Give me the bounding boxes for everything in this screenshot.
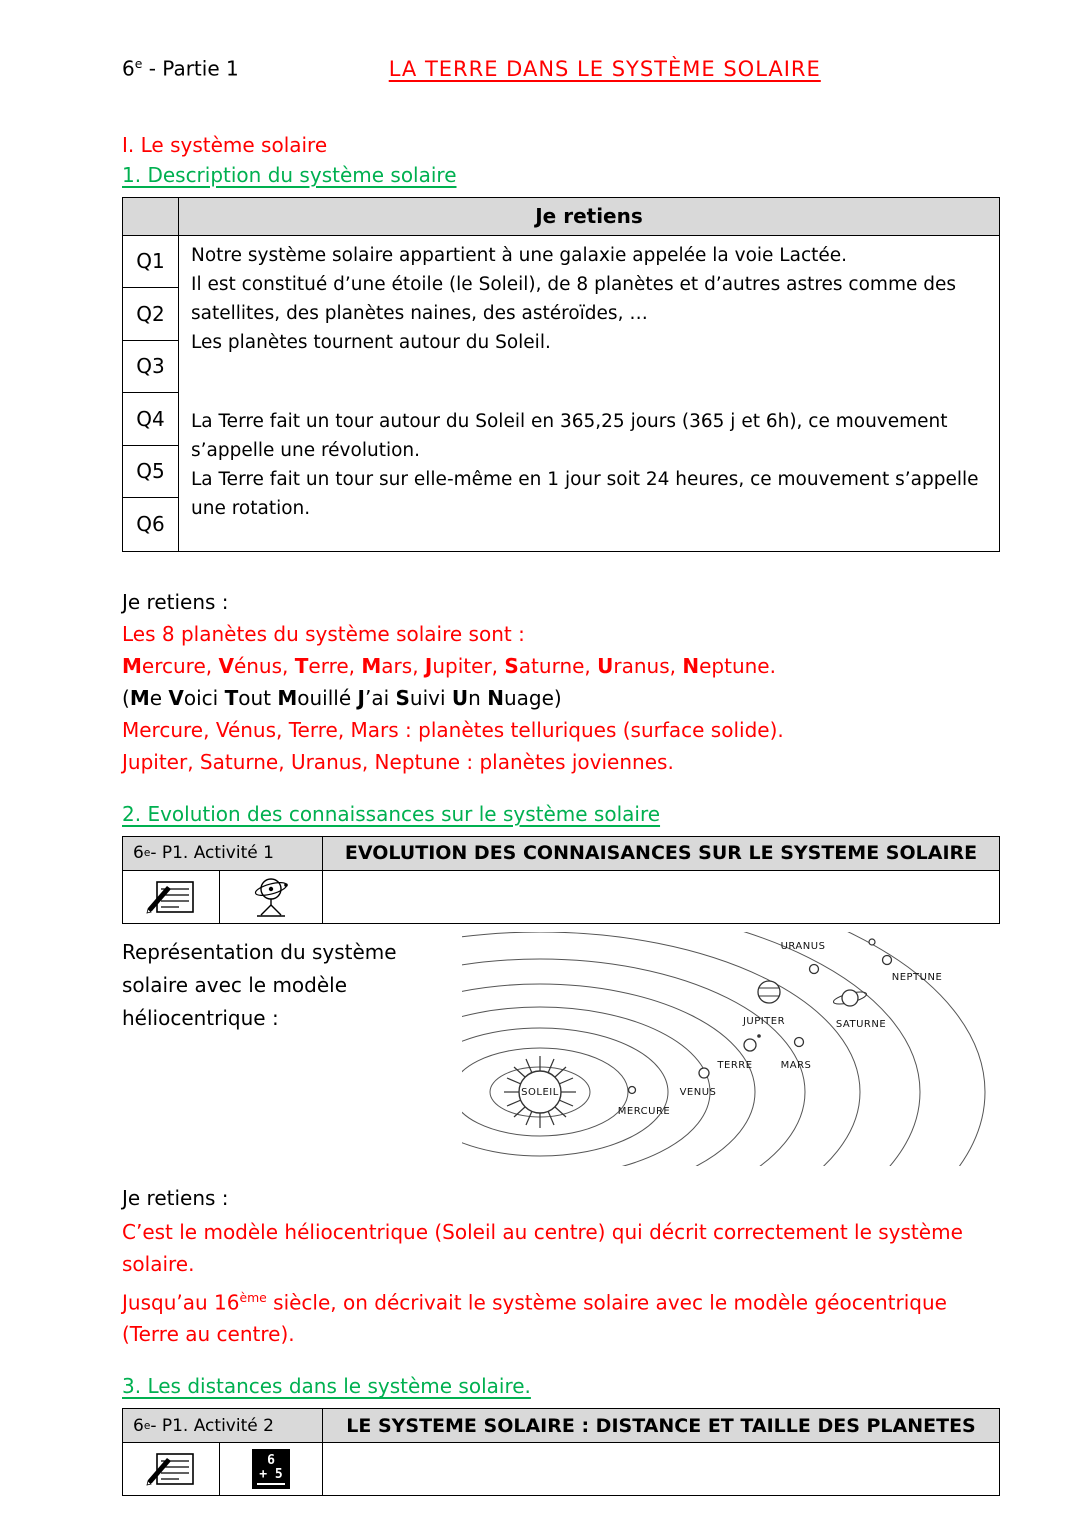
figure-caption: Représentation du système solaire avec le modèle héliocentrique : — [122, 939, 397, 1030]
activity-2-icon-cell-1 — [123, 1443, 220, 1495]
activity-1-label — [123, 837, 323, 871]
solar-system-model-icon — [247, 875, 295, 919]
telluric-planets-line: Mercure, Vénus, Terre, Mars : planètes telluriques (surface solide). — [122, 717, 784, 742]
activity-1-label-sup: e — [143, 847, 151, 860]
jupiter-label: JUPITER — [742, 1015, 786, 1027]
table-row-label-q3: Q3 — [123, 341, 179, 394]
table-paragraph: Il est constitué d’une étoile (le Soleil), de 8 planètes et d’autres astres comme des satellites, des planètes naines, des astéroïdes, … — [191, 273, 956, 324]
table-row-label-q4: Q4 — [123, 393, 179, 446]
calculation-icon — [252, 1449, 290, 1489]
part-superscript: e — [134, 56, 143, 71]
small-body — [869, 939, 875, 945]
activity-2-label-rest: - P1. Activité 2 — [150, 1415, 274, 1436]
neptune-label: NEPTUNE — [891, 971, 943, 983]
writing-notes-icon — [145, 877, 197, 917]
page-title: LA TERRE DANS LE SYSTÈME SOLAIRE — [388, 56, 821, 81]
course-part-label — [122, 56, 239, 81]
table-row-label-q6: Q6 — [123, 498, 179, 551]
uranus-label: URANUS — [780, 940, 826, 952]
table-paragraph: La Terre fait un tour sur elle-même en 1 jour soit 24 heures, ce mouvement s’appelle une rotation. — [191, 468, 979, 519]
geocentric-post: siècle, on décrivait le système solaire avec le modèle géocentrique (Terre au centre). — [122, 1290, 947, 1347]
calc-top-number: 6 — [267, 1452, 275, 1468]
part-base: 6 — [122, 56, 135, 81]
sun-label: SOLEIL — [521, 1086, 559, 1098]
table-row-label-q1: Q1 — [123, 236, 179, 289]
activity-1-label-rest: - P1. Activité 1 — [150, 843, 274, 864]
calc-bottom-number: + 5 — [257, 1468, 284, 1485]
planet-neptune — [883, 955, 892, 964]
section-1-heading: I. Le système solaire — [122, 132, 328, 157]
saturne-label: SATURNE — [835, 1018, 887, 1030]
subsection-1-1-heading: 1. Description du système solaire — [122, 162, 457, 187]
planet-mars — [795, 1037, 804, 1046]
heliocentric-statement: C’est le modèle héliocentrique (Soleil au centre) qui décrit correctement le système solaire. — [122, 1219, 963, 1276]
heliocentric-figure-row — [122, 932, 1000, 1166]
table-paragraph-spacer — [191, 357, 987, 407]
mercure-label: MERCURE — [617, 1105, 671, 1117]
mnemonic-line: (Me Voici Tout Mouillé J’ai Suivi Un Nuage) — [122, 685, 562, 710]
planet-jupiter — [758, 981, 780, 1003]
je-retiens-label-2: Je retiens : — [122, 1185, 229, 1210]
activity-2-label — [123, 1409, 323, 1443]
activity-2-icon-cell-2 — [220, 1443, 323, 1495]
je-retiens-label: Je retiens : — [122, 589, 229, 614]
planet-saturne — [842, 990, 858, 1006]
je-retiens-table — [122, 197, 1000, 552]
writing-notes-icon — [145, 1449, 197, 1489]
jovian-planets-line: Jupiter, Saturne, Uranus, Neptune : planètes joviennes. — [122, 749, 674, 774]
activity-1-label-base: 6 — [133, 843, 144, 864]
retain-block-1 — [122, 586, 1000, 778]
planet-terre — [744, 1039, 756, 1051]
part-rest: - Partie 1 — [142, 56, 239, 81]
terre-label: TERRE — [717, 1059, 753, 1071]
geocentric-sup: ème — [239, 1289, 267, 1305]
page-header — [122, 56, 1000, 81]
table-header-je-retiens: Je retiens — [179, 198, 999, 236]
activity-2-empty-cell — [323, 1443, 999, 1495]
table-paragraph: Les planètes tournent autour du Soleil. — [191, 331, 551, 353]
table-body-cell — [179, 236, 999, 551]
planet-mercure — [629, 1086, 636, 1093]
planets-intro-line: Les 8 planètes du système solaire sont : — [122, 621, 525, 646]
planet-venus — [699, 1068, 709, 1078]
table-paragraph: Notre système solaire appartient à une galaxie appelée la voie Lactée. — [191, 244, 848, 266]
activity-2-table — [122, 1408, 1000, 1496]
activity-1-title: EVOLUTION DES CONNAISANCES SUR LE SYSTEME SOLAIRE — [323, 837, 999, 871]
heliocentric-model-figure — [462, 932, 1000, 1166]
activity-2-label-base: 6 — [133, 1415, 144, 1436]
subsection-2-heading: 2. Evolution des connaissances sur le système solaire — [122, 801, 661, 826]
subsection-3-heading: 3. Les distances dans le système solaire. — [122, 1374, 531, 1399]
table-paragraph: La Terre fait un tour autour du Soleil en 365,25 jours (365 j et 6h), ce mouvement s’appelle une révolution. — [191, 410, 948, 461]
geocentric-statement — [122, 1282, 1000, 1351]
planet-uranus — [810, 964, 819, 973]
activity-1-empty-cell — [323, 871, 999, 923]
table-row-label-q5: Q5 — [123, 446, 179, 499]
activity-1-icon-cell-2 — [220, 871, 323, 923]
activity-2-label-sup: e — [143, 1419, 151, 1432]
moon — [757, 1034, 761, 1038]
activity-2-title: LE SYSTEME SOLAIRE : DISTANCE ET TAILLE DES PLANETES — [323, 1409, 999, 1443]
geocentric-pre: Jusqu’au 16 — [122, 1290, 240, 1315]
mars-label: MARS — [780, 1059, 812, 1071]
retain-block-2 — [122, 1182, 1000, 1351]
planets-list-line: Mercure, Vénus, Terre, Mars, Jupiter, Saturne, Uranus, Neptune. — [122, 653, 776, 678]
venus-label: VENUS — [679, 1086, 717, 1098]
table-row-label-q2: Q2 — [123, 288, 179, 341]
table-corner-cell — [123, 198, 179, 236]
activity-1-icon-cell-1 — [123, 871, 220, 923]
activity-1-table — [122, 836, 1000, 924]
